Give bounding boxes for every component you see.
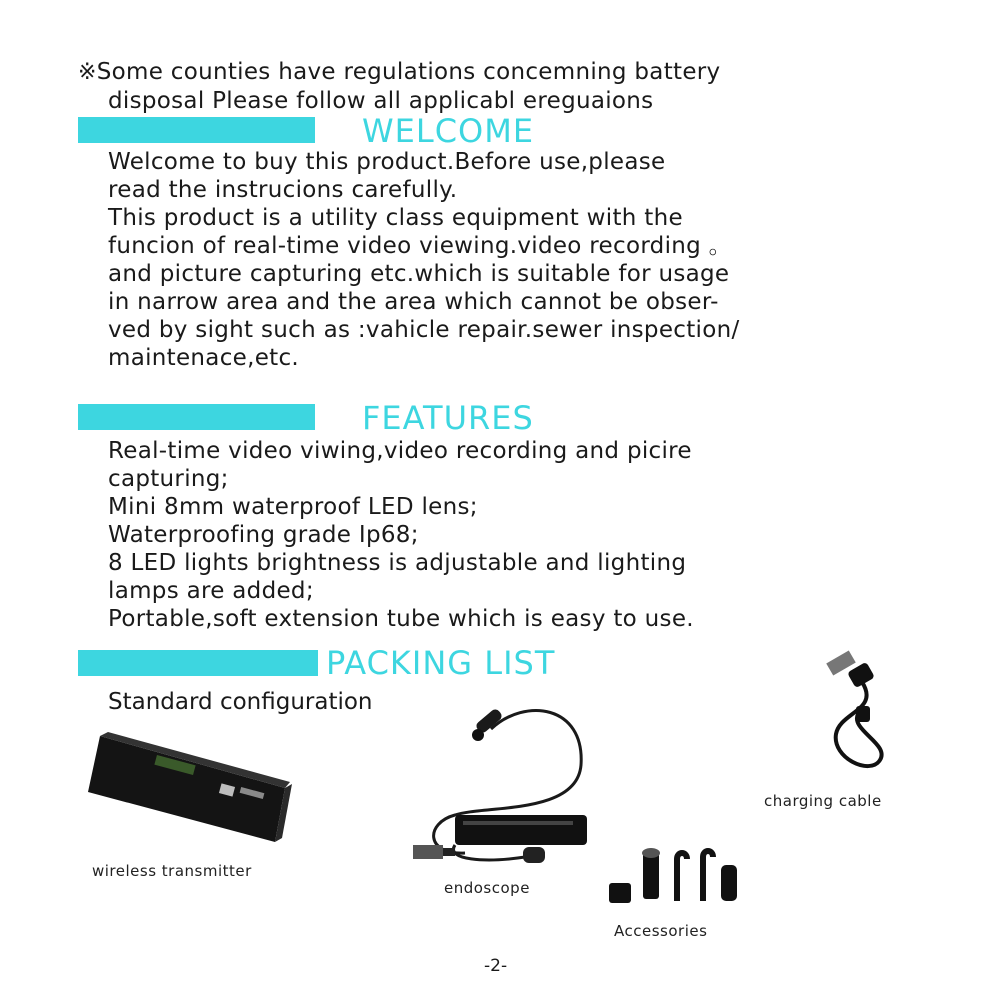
endoscope-label: endoscope (444, 879, 530, 897)
notice-mark: ※ (78, 60, 97, 85)
page-number: -2- (484, 956, 508, 976)
welcome-line: funcion of real-time video viewing.video recording 。 (108, 233, 732, 259)
feature-line: lamps are added; (108, 578, 314, 604)
feature-line: capturing; (108, 466, 229, 492)
welcome-line: ved by sight such as :vahicle repair.sewer inspection/ (108, 317, 740, 343)
features-title: FEATURES (362, 399, 534, 437)
feature-line: Portable,soft extension tube which is easy to use. (108, 606, 694, 632)
transmitter-label: wireless transmitter (92, 862, 252, 880)
notice-line-1: Some counties have regulations concemning battery (96, 59, 721, 85)
charging-cable-image (810, 650, 900, 780)
feature-line: Mini 8mm waterproof LED lens; (108, 494, 478, 520)
wireless-transmitter-image (80, 730, 300, 850)
feature-line: Real-time video viwing,video recording and picire (108, 438, 692, 464)
battery-notice (78, 58, 720, 115)
welcome-line: Welcome to buy this product.Before use,please (108, 149, 666, 175)
features-bar (78, 404, 315, 430)
feature-line: 8 LED lights brightness is adjustable and lighting (108, 550, 687, 576)
features-text (108, 437, 694, 633)
welcome-title: WELCOME (362, 112, 535, 150)
welcome-line: in narrow area and the area which cannot be obser- (108, 289, 719, 315)
packing-title: PACKING LIST (326, 644, 556, 682)
welcome-line: read the instrucions carefully. (108, 177, 458, 203)
packing-bar (78, 650, 318, 676)
notice-line-2: disposal Please follow all applicabl ereguaions (108, 88, 654, 114)
welcome-text (108, 148, 740, 372)
feature-line: Waterproofing grade Ip68; (108, 522, 419, 548)
accessories-image (605, 845, 740, 905)
endoscope-image (405, 695, 615, 875)
accessories-label: Accessories (614, 922, 708, 940)
welcome-line: This product is a utility class equipment with the (108, 205, 683, 231)
cable-label: charging cable (764, 792, 882, 810)
welcome-line: maintenace,etc. (108, 345, 300, 371)
welcome-bar (78, 117, 315, 143)
standard-configuration: Standard configuration (108, 689, 373, 715)
welcome-line: and picture capturing etc.which is suitable for usage (108, 261, 730, 287)
